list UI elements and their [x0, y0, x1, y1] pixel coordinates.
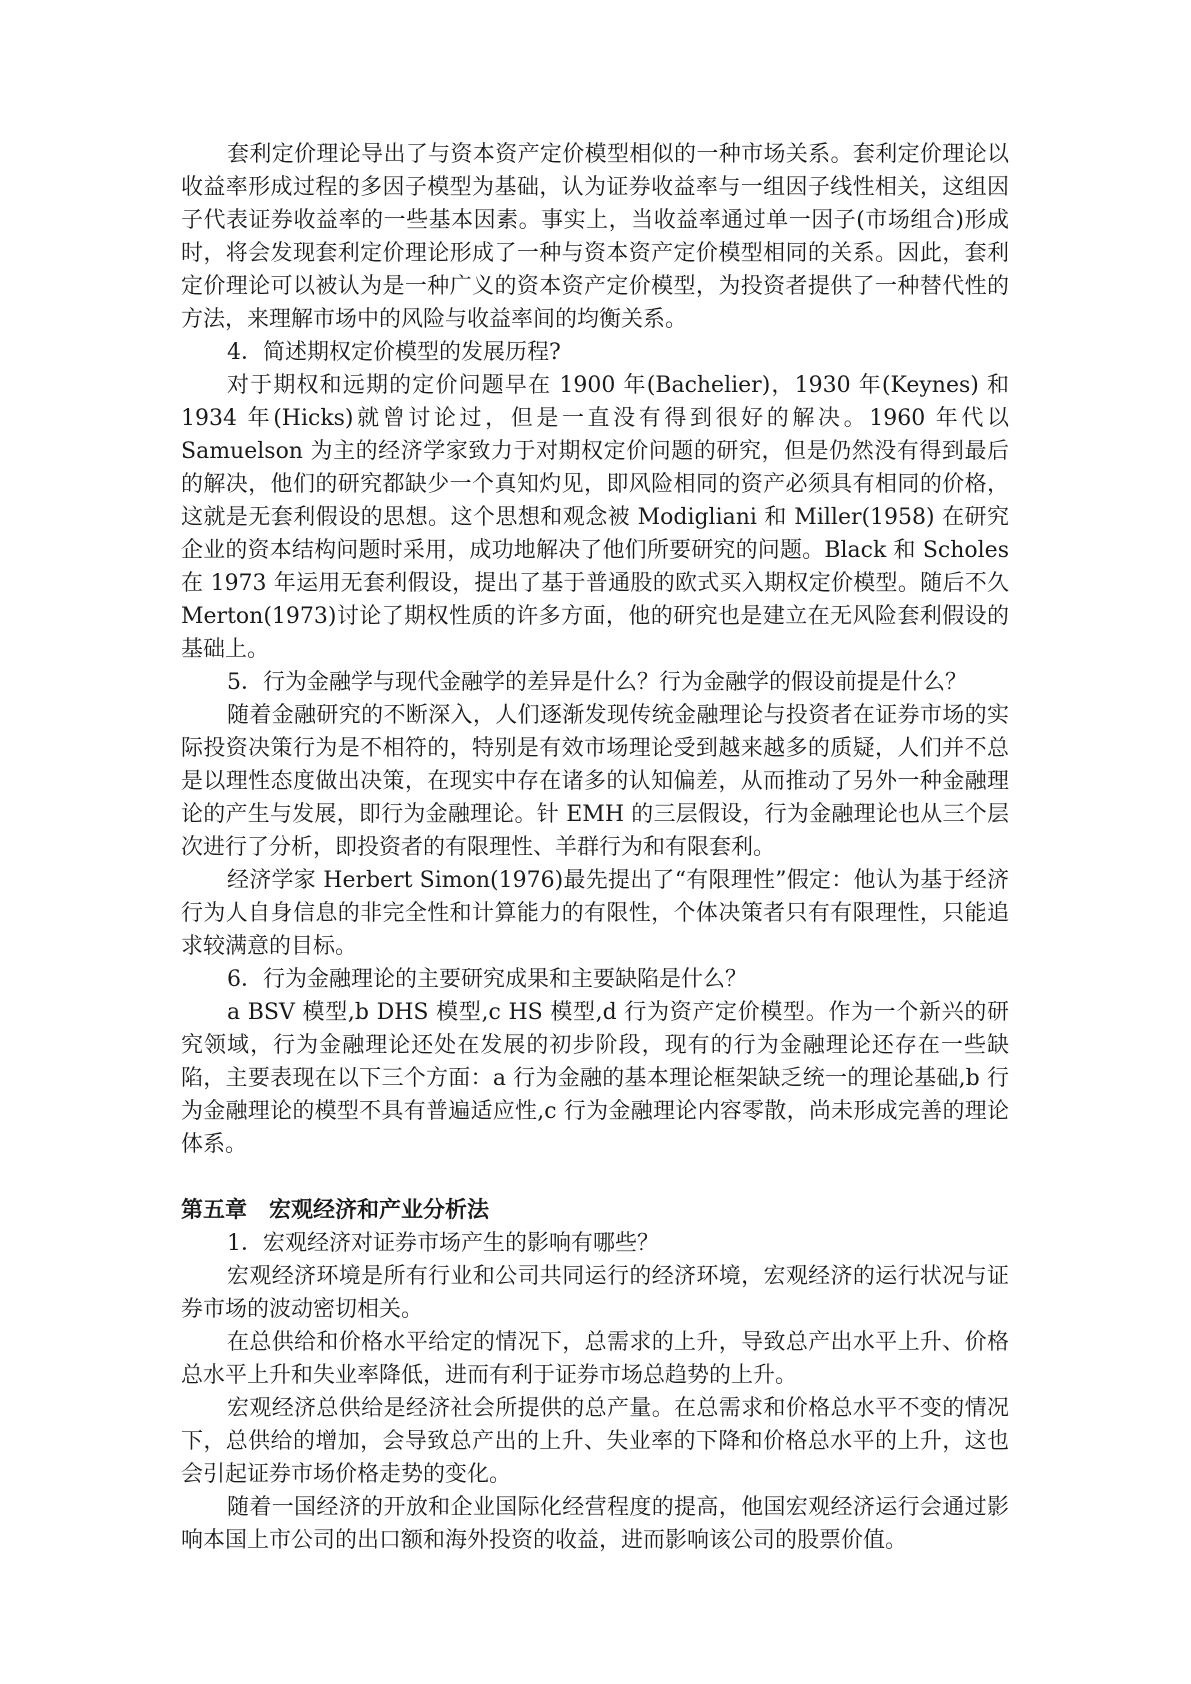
- apt-paragraph: 套利定价理论导出了与资本资产定价模型相似的一种市场关系。套利定价理论以收益率形成过程的多因子模型为基础，认为证券收益率与一组因子线性相关，这组因子代表证券收益率的一些基本因素。事实上，当收益率通过单一因子(市场组合)形成时，将会发现套利定价理论形成了一种与资本资产定价模型相同的关系。因此，套利定价理论可以被认为是一种广义的资本资产定价模型，为投资者提供了一种替代性的方法，来理解市场中的风险与收益率间的均衡关系。: [181, 142, 1009, 332]
- chapter5-question-1: 1．宏观经济对证券市场产生的影响有哪些？: [227, 1231, 659, 1256]
- aggregate-supply-paragraph: 宏观经济总供给是经济社会所提供的总产量。在总需求和价格总水平不变的情况下，总供给的增加，会导致总产出的上升、失业率的下降和价格总水平的上升，这也会引起证券市场价格走势的变化。: [181, 1396, 1009, 1487]
- aggregate-demand-paragraph: 在总供给和价格水平给定的情况下，总需求的上升，导致总产出水平上升、价格总水平上升和失业率降低，进而有利于证券市场总趋势的上升。: [181, 1330, 1009, 1388]
- chapter-5-heading: 第五章 宏观经济和产业分析法: [181, 1198, 490, 1223]
- question-5: 5．行为金融学与现代金融学的差异是什么？行为金融学的假设前提是什么？: [227, 670, 967, 695]
- behavioral-models-paragraph: a BSV 模型,b DHS 模型,c HS 模型,d 行为资产定价模型。作为一个新兴的研究领域，行为金融理论还处在发展的初步阶段，现有的行为金融理论还存在一些缺陷，主要表现在以下三个方面：a 行为金融的基本理论框架缺乏统一的理论基础,b 行为金融理论的模型不具有普遍适应性,c 行为金融理论内容零散，尚未形成完善的理论体系。: [181, 1000, 1009, 1157]
- question-6: 6．行为金融理论的主要研究成果和主要缺陷是什么？: [227, 967, 747, 992]
- bounded-rationality-paragraph: 经济学家 Herbert Simon(1976)最先提出了“有限理性”假定：他认为基于经济行为人自身信息的非完全性和计算能力的有限性，个体决策者只有有限理性，只能追求较满意的目标。: [181, 868, 1009, 959]
- question-4: 4．简述期权定价模型的发展历程?: [227, 340, 561, 365]
- macro-environment-paragraph: 宏观经济环境是所有行业和公司共同运行的经济环境，宏观经济的运行状况与证券市场的波动密切相关。: [181, 1264, 1009, 1322]
- option-pricing-paragraph: 对于期权和远期的定价问题早在 1900 年(Bachelier)，1930 年(Keynes) 和 1934 年(Hicks)就曾讨论过，但是一直没有得到很好的解决。1960 年代以 Samuelson 为主的经济学家致力于对期权定价问题的研究，但是仍然没有得到最后的解决，他们的研究都缺少一个真知灼见，即风险相同的资产必须具有相同的价格，这就是无套利假设的思想。这个思想和观念被 Modigliani 和 Miller(1958) 在研究企业的资本结构问题时采用，成功地解决了他们所要研究的问题。Black 和 Scholes 在 1973 年运用无套利假设，提出了基于普通股的欧式买入期权定价模型。随后不久 Merton(1973)讨论了期权性质的许多方面，他的研究也是建立在无风险套利假设的基础上。: [181, 373, 1009, 662]
- international-economy-paragraph: 随着一国经济的开放和企业国际化经营程度的提高，他国宏观经济运行会通过影响本国上市公司的出口额和海外投资的收益，进而影响该公司的股票价值。: [181, 1495, 1009, 1553]
- document-page: [181, 138, 1009, 1557]
- behavioral-finance-paragraph: 随着金融研究的不断深入，人们逐渐发现传统金融理论与投资者在证券市场的实际投资决策行为是不相符的，特别是有效市场理论受到越来越多的质疑，人们并不总是以理性态度做出决策，在现实中存在诸多的认知偏差，从而推动了另外一种金融理论的产生与发展，即行为金融理论。针 EMH 的三层假设，行为金融理论也从三个层次进行了分析，即投资者的有限理性、羊群行为和有限套利。: [181, 703, 1009, 860]
